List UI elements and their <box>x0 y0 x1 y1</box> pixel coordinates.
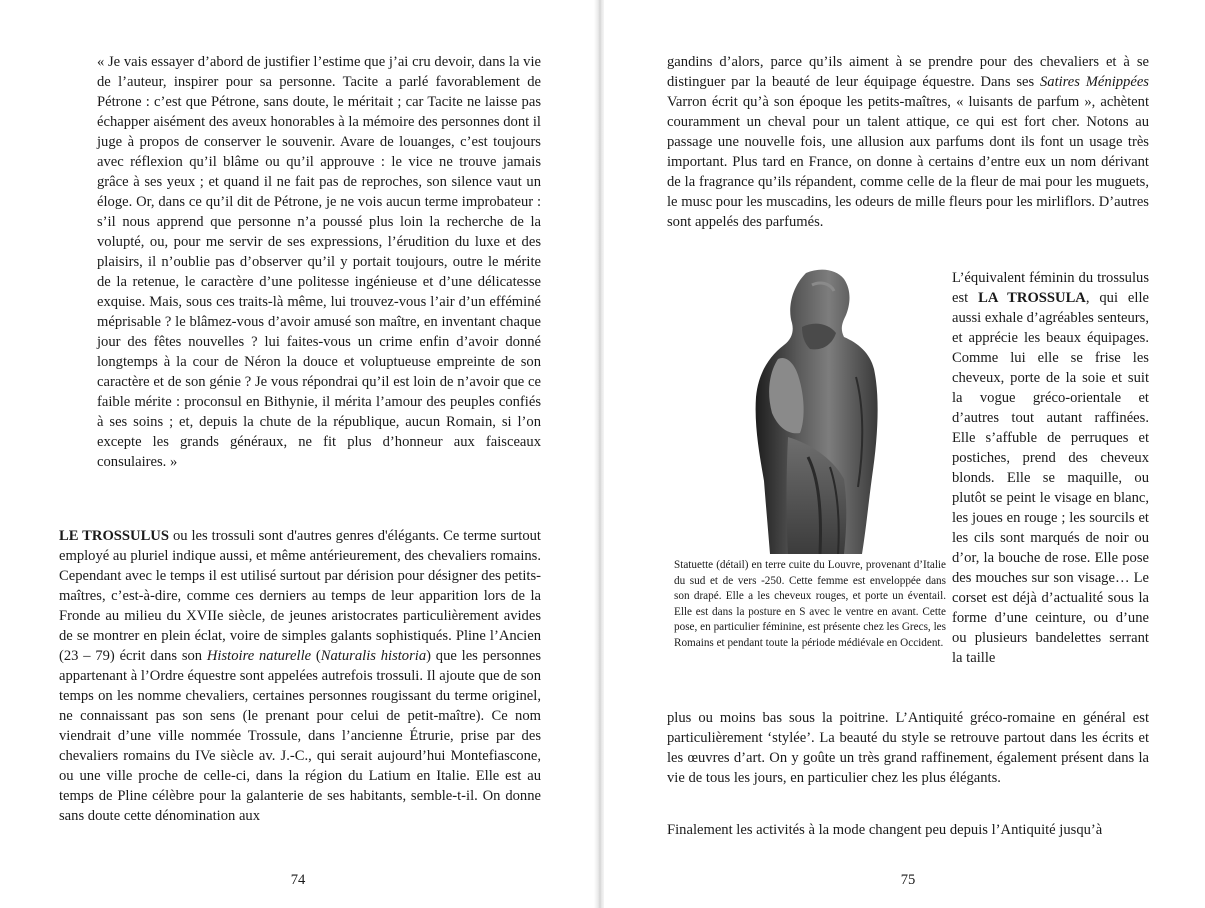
left-page <box>0 0 598 908</box>
trossula-text-a: L’équivalent féminin du trossulus est <box>952 270 1149 306</box>
final-paragraph <box>667 820 1149 840</box>
trossula-paragraph <box>952 268 1149 668</box>
trossulus-paragraph <box>59 526 541 826</box>
trossulus-text <box>59 526 541 826</box>
trossula-text <box>952 268 1149 668</box>
style-text: plus ou moins bas sous la poitrine. L’Antiquité gréco-romaine en général est particulièrement ‘stylée’. La beauté du style se retrouve partout dans les écrits et les œuvres d’art. On y goûte un très grand raffinement, également présent dans la vie de tous les jours, en particulier chez les plus élégants. <box>667 710 1149 786</box>
trossulus-text-c: ) que les personnes appartenant à l’Ordre équestre sont appelées autrefois trossuli. Il ajoute que de son temps on les nomme chevaliers, certaines personnes rougissant du terme originel, ne connaissant pas son sens (le prenant pour celui de petit-maître). Ce nom viendrait d’une ville nommée Trossule, dans l’ancienne Étrurie, prise par des chevaliers romains du IVe siècle av. J.-C., qui serait aujourd’hui Montefiascone, ou une ville proche de celle-ci, dans la région du Latium en Italie. Elle est au temps de Pline célèbre pour la galanterie de ses habitants, semble-t-il. On donne sans doute cette dénomination aux <box>59 648 542 824</box>
statuette-caption: Statuette (détail) en terre cuite du Louvre, provenant d’Italie du sud et de vers -250. Cette femme est enveloppée dans son drapé. Elle a les cheveux rouges, et porte un éventail. Elle est dans la posture en S avec le ventre en avant. Cette pose, en particulier féminine, est présente chez les Grecs, les Romains et pendant toute la période médiévale en Occident. <box>674 559 946 649</box>
final-text: Finalement les activités à la mode changent peu depuis l’Antiquité jusqu’à <box>667 822 1103 838</box>
quote-text: « Je vais essayer d’abord de justifier l’estime que j’ai cru devoir, dans la vie de l’auteur, inspirer pour sa personne. Tacite a parlé favorablement de Pétrone : c’est que Pétrone, sans doute, le méritait ; car Tacite ne laisse pas échapper aisément des aveux honorables à la mémoire des personnes dont il juge à propos de conserver le souvenir. Avare de louanges, c’est toujours avec réflexion qu’il blâme ou qu’il approuve : le vice ne trouve jamais grâce à ses yeux ; et quand il ne fait pas de reproches, son silence vaut un éloge. Or, dans ce qu’il dit de Pétrone, je ne vois aucun terme improbateur : s’il nous apprend que personne n’a poussé plus loin la recherche de la volupté, ou, pour me servir de ses expressions, l’érudition du luxe et des plaisirs, il n’oublie pas d’observer qu’il y portait toujours, outre le mérite de la retenue, le caractère d’une politesse ingénieuse et d’une délicatesse exquise. Mais, sous ces traits-là même, lui trouvez-vous l’air d’un efféminé méprisable ? le blâmez-vous d’avoir amusé son maître, en inventant chaque jour des fêtes nouvelles ? lui faites-vous un crime enfin d’avoir donné longtemps à la cour de Néron la douce et voluptueuse empreinte de son caractère et de son génie ? Je vous répondrai qu’il est loin de n’avoir que ce faible mérite : proconsul en Bithynie, il mérita l’amour des peuples confiés à ses soins ; et, depuis la chute de la république, aucun Romain, si l’on excepte les grands généraux, ne fit plus d’honneur aux faisceaux consulaires. » <box>97 54 541 470</box>
histoire-naturelle-title: Histoire naturelle <box>206 648 312 664</box>
statuette-image <box>748 267 898 554</box>
page-number-right: 75 <box>900 872 916 888</box>
trossulus-heading: LE TROSSULUS <box>59 528 169 544</box>
page-number-left: 74 <box>290 872 306 888</box>
naturalis-historia-title: Naturalis historia <box>320 648 427 664</box>
gandins-text-a: gandins d’alors, parce qu’ils aiment à se prendre pour des chevaliers et à se distinguer par la beauté de leur équipage équestre. Dans ses <box>667 54 1149 90</box>
gandins-paragraph <box>667 52 1149 232</box>
gandins-text-b: Varron écrit qu’à son époque les petits-maîtres, « luisants de parfum », achètent couramment un cheval pour un talent attique, ce qui est fort cher. Notons au passage une nouvelle fois, une allusion aux parfums dont ils font un usage très important. Plus tard en France, on donne à certains d’entre eux un nom dérivant de la fragrance qu’ils répandent, comme celle de la fleur de mai pour les muguets, le musc pour les muscadins, les odeurs de mille fleurs pour les mirliflors. D’autres sont appelés des parfumés. <box>667 94 1149 230</box>
trossula-heading: LA TROSSULA <box>978 290 1086 306</box>
right-page <box>604 0 1205 908</box>
trossulus-text-a: ou les trossuli sont d'autres genres d'élégants. Ce terme surtout employé au pluriel indique aussi, et même antérieurement, des chevaliers romains. Cependant avec le temps il est utilisé surtout par dérision pour désigner des petits-maîtres, c’est-à-dire, comme ces derniers au temps de leur apparition lors de la Fronde au milieu du XVIIe siècle, de jeunes aristocrates particulièrement avides de se montrer en plein éclat, voire de simples galants sophistiqués. Pline l’Ancien (23 – 79) écrit dans son <box>59 528 541 664</box>
trossula-text-b: , qui elle aussi exhale d’agréables senteurs, et apprécie les beaux équipages. Comme lui elle se frise les cheveux, porte de la soie et suit la vogue gréco-orientale et d’autres tout autant raffinées. Elle s’affuble de perruques et postiches, prend des cheveux blonds. Elle se maquille, ou plutôt se peint le visage en blanc, les joues en rouge ; les sourcils et les cils sont marqués de noir ou d’or, la bouche de rose. Elle pose des mouches sur son visage… Le corset est déjà d’actualité sous la forme d’une ceinture, ou d’une ou plusieurs bandelettes serrant la taille <box>952 290 1149 666</box>
statuette-figure <box>674 267 946 652</box>
quote-block <box>97 52 541 472</box>
trossulus-text-b: ( <box>311 648 321 664</box>
satires-menippees-title: Satires Ménippées <box>1039 74 1149 90</box>
style-paragraph <box>667 708 1149 788</box>
gandins-text <box>667 52 1149 232</box>
